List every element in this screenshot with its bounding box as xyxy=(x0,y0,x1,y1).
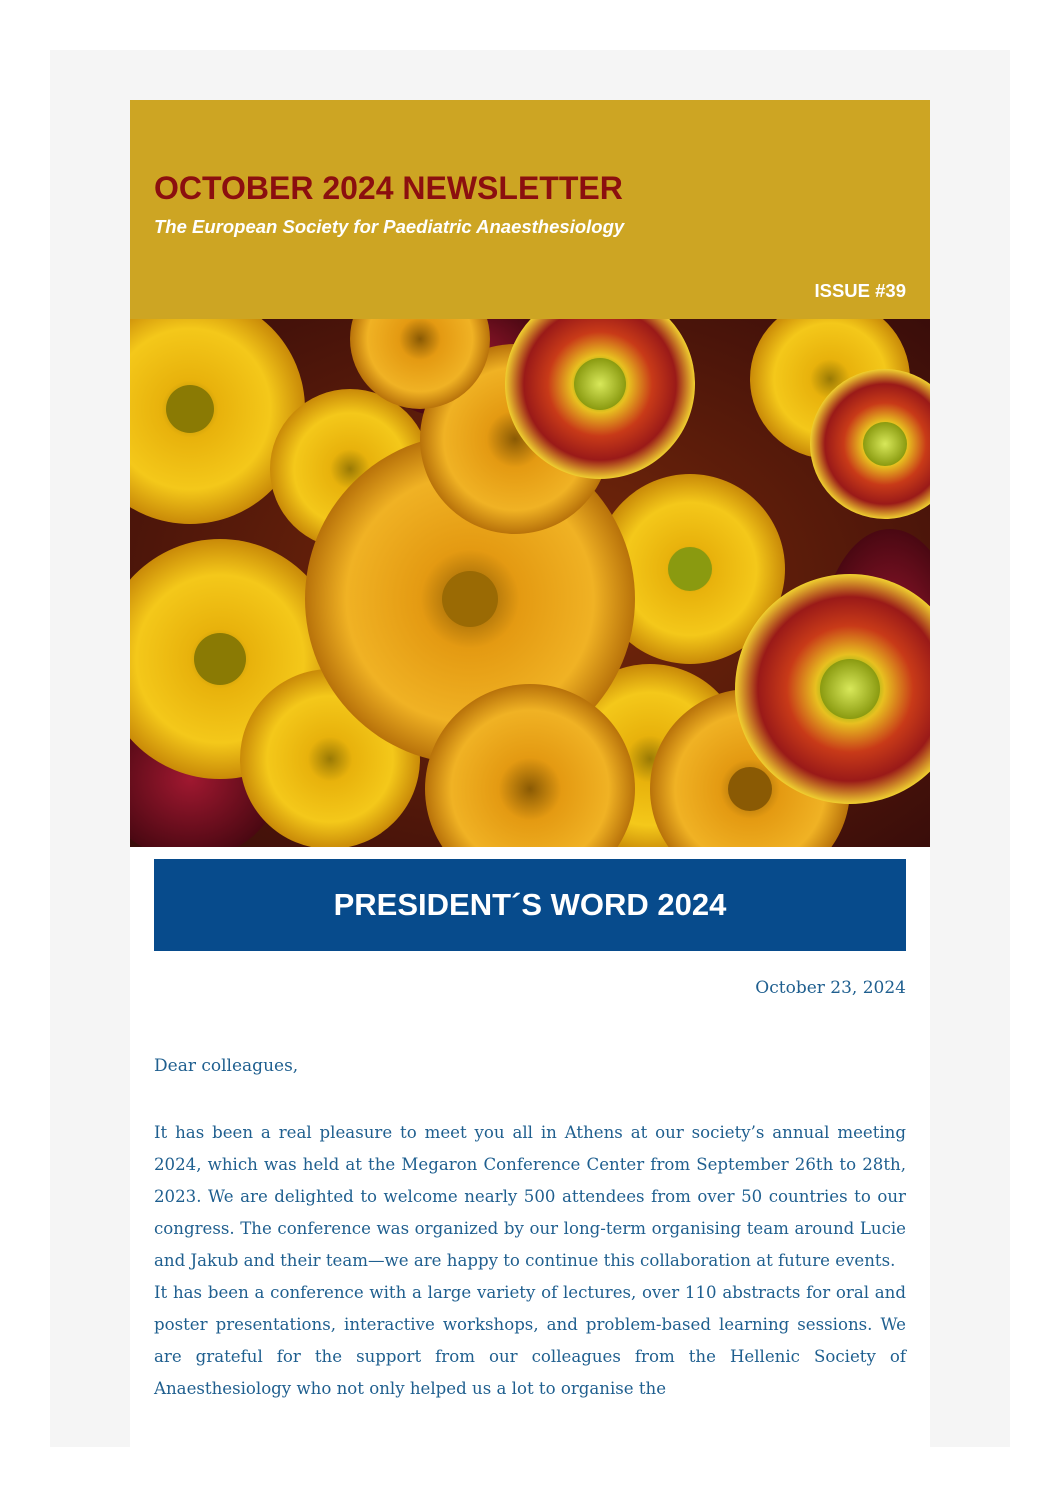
page-background xyxy=(50,50,1010,1447)
newsletter-title: OCTOBER 2024 NEWSLETTER xyxy=(154,170,623,206)
section-heading: PRESIDENT´S WORD 2024 xyxy=(333,887,727,922)
newsletter-card xyxy=(130,100,930,1447)
flower-center-3 xyxy=(574,358,626,410)
letter-greeting: Dear colleagues, xyxy=(154,1056,299,1076)
newsletter-header xyxy=(130,100,930,319)
flower-center-2 xyxy=(668,547,712,591)
issue-number: ISSUE #39 xyxy=(814,280,906,301)
section-banner xyxy=(154,859,906,951)
flower-center-8 xyxy=(728,767,772,811)
letter-paragraph: It has been a conference with a large variety of lectures, over 110 abstracts for oral and poster presentations, interactive workshops, and problem-based learning sessions. We are grateful for the support from our colleagues from the Hellenic Society of Anaesthesiology who not only helped us a lot to organise the xyxy=(154,1283,906,1398)
flower-center-6 xyxy=(194,633,246,685)
flower-center-5 xyxy=(820,659,880,719)
newsletter-subtitle: The European Society for Paediatric Anaesthesiology xyxy=(154,216,625,237)
flower-center-7 xyxy=(166,385,214,433)
flower-center-1 xyxy=(442,571,498,627)
flower-center-4 xyxy=(863,422,907,466)
letter-paragraph: It has been a real pleasure to meet you all in Athens at our society’s annual meeting 2024, which was held at the Megaron Conference Center from September 26th to 28th, 2023. We are delighted to welcome nearly 500 attendees from over 50 countries to our congress. The conference was organized by our long-term organising team around Lucie and Jakub and their team—we are happy to continue this collaboration at future events. xyxy=(154,1123,906,1270)
hero-flower-image xyxy=(130,319,930,847)
letter-body xyxy=(154,1117,906,1405)
letter-date: October 23, 2024 xyxy=(755,978,906,998)
